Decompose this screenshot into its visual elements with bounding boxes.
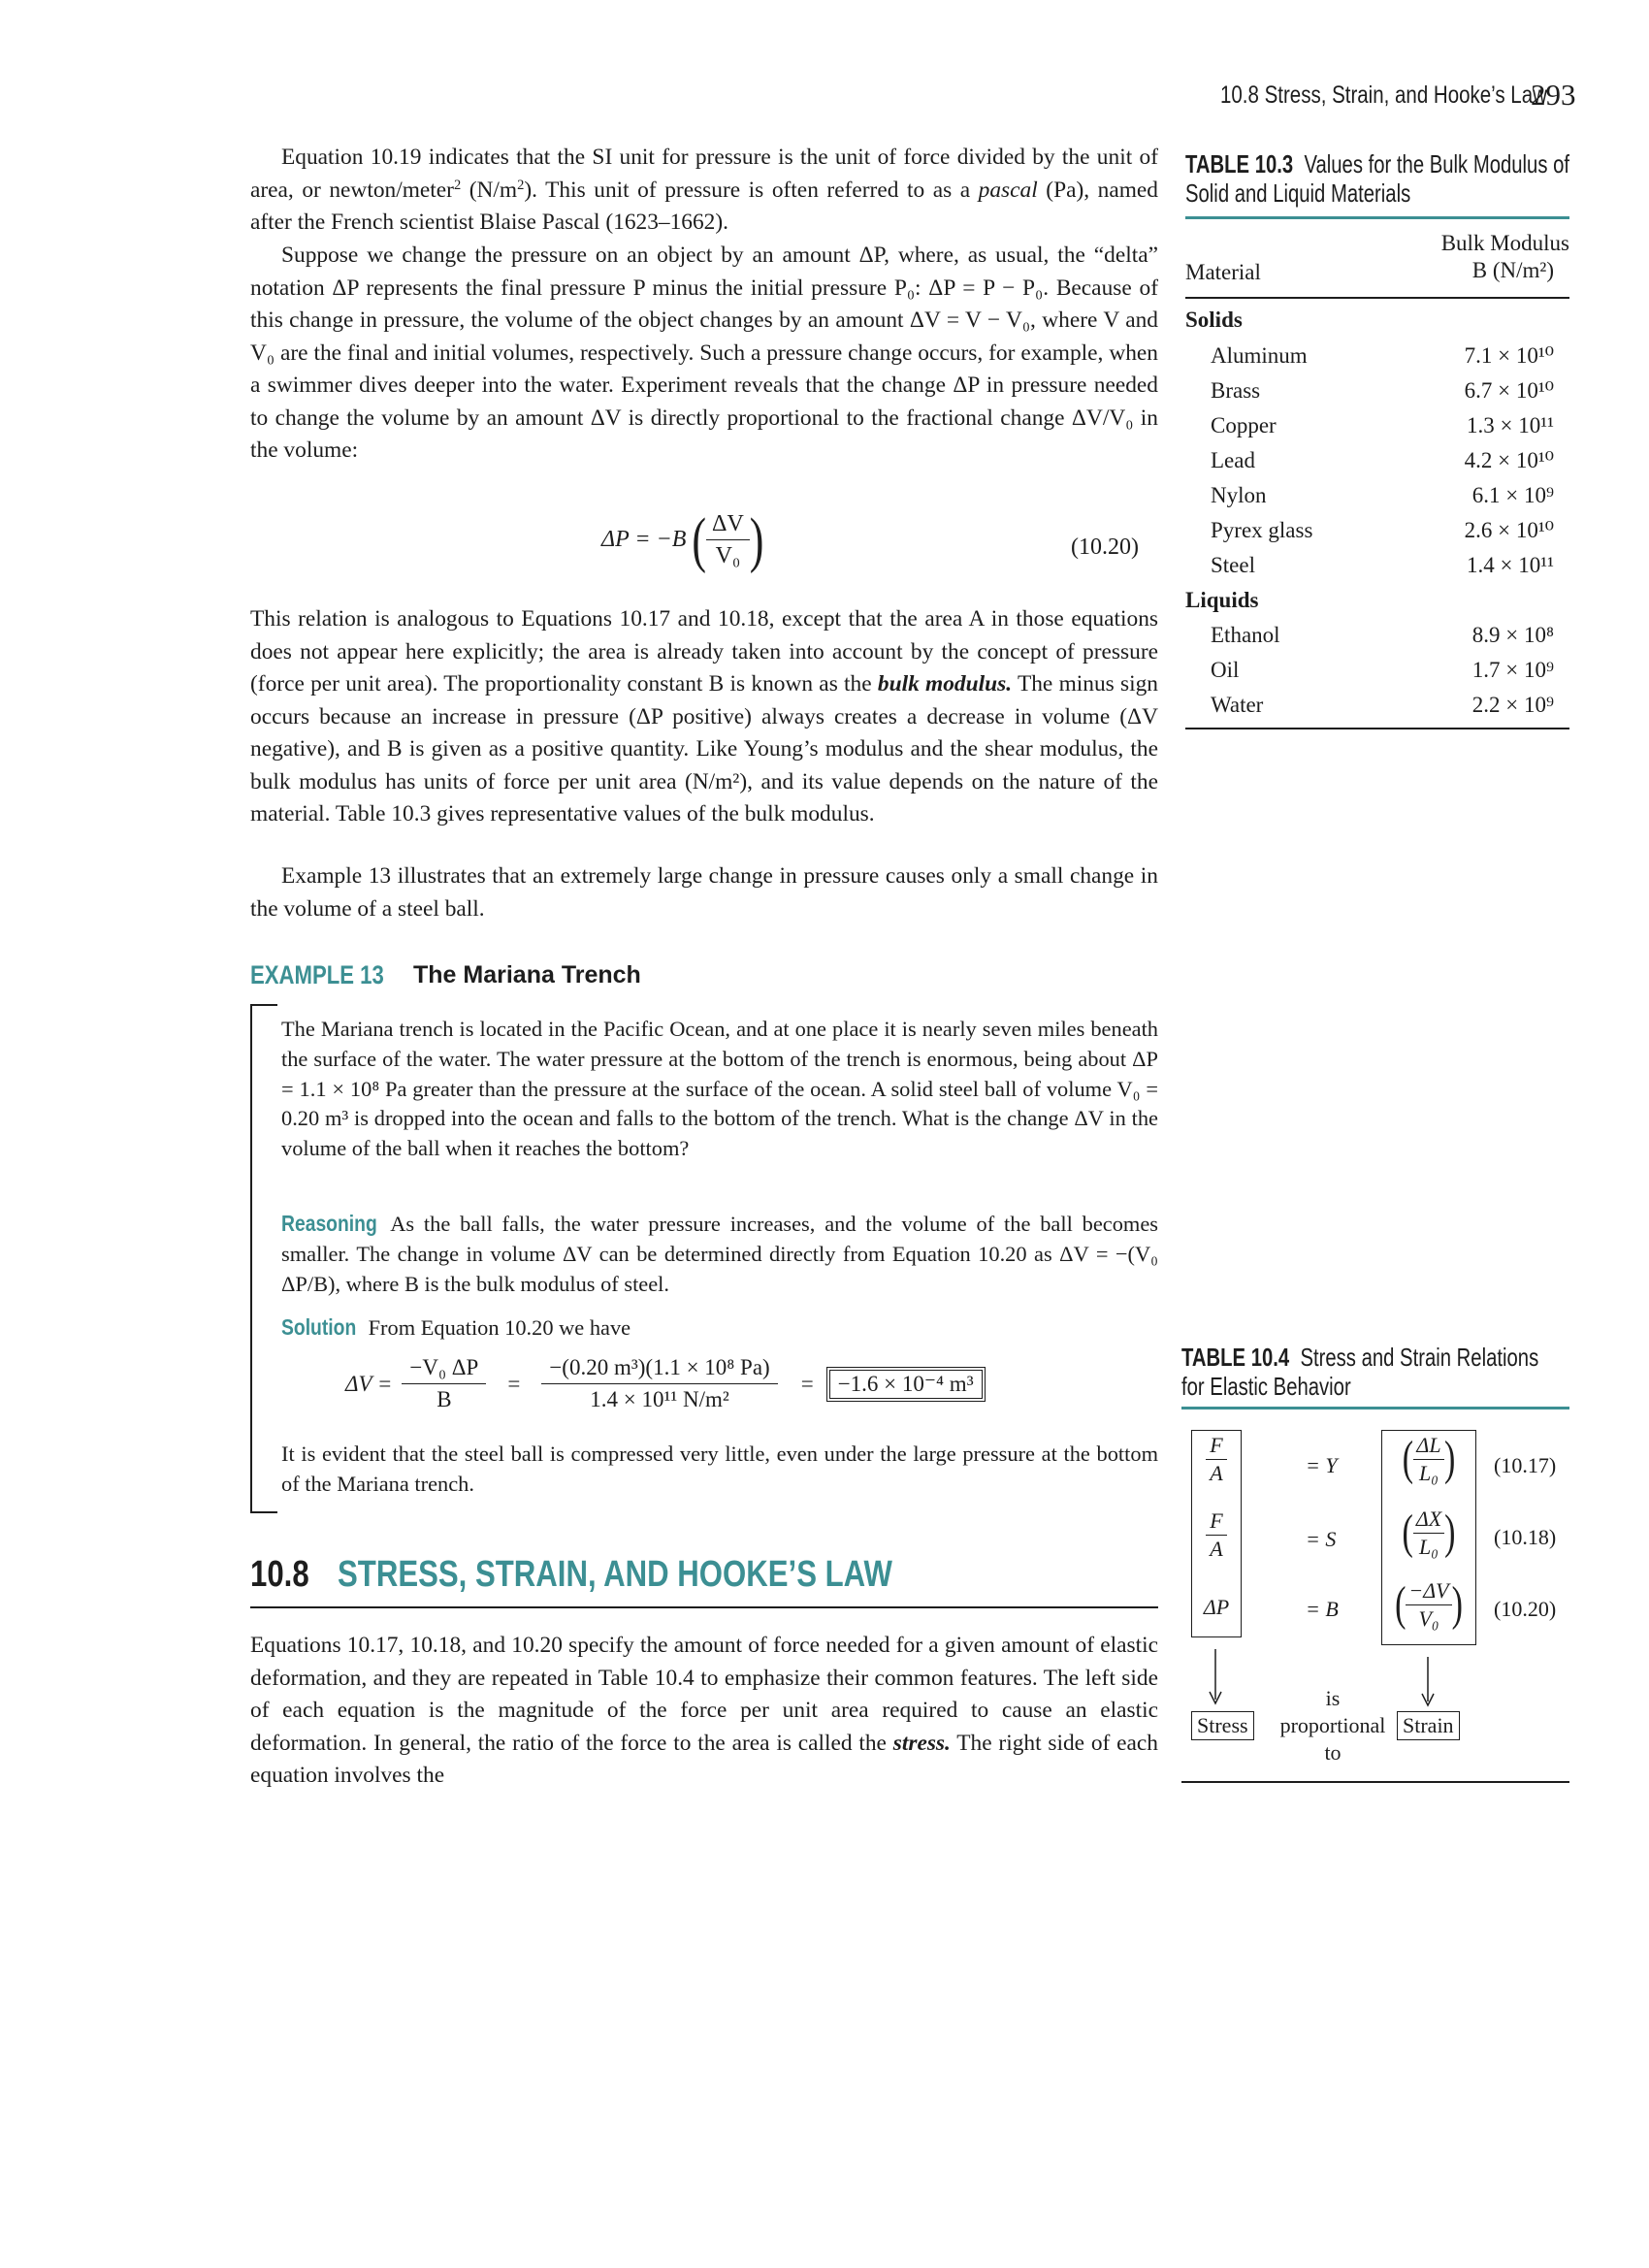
right-paren: ) <box>749 504 764 574</box>
table-10-4-title-line2: for Elastic Behavior <box>1181 1372 1351 1401</box>
strain-den: V₀ <box>1418 1606 1439 1631</box>
table-row-value: 2.6 × 10¹⁰ <box>1464 518 1554 542</box>
col-material-header: Material <box>1185 260 1261 284</box>
solution-fraction-1 <box>402 1354 486 1413</box>
example-bracket-vertical <box>250 1004 252 1513</box>
table-row-material: Ethanol <box>1211 623 1280 647</box>
table-10-3-title-line2: Solid and Liquid Materials <box>1185 178 1411 208</box>
example-conclusion: It is evident that the steel ball is compressed very little, even under the large pressure at the bottom of the Mariana trench. <box>281 1442 1158 1496</box>
strain-fraction-2: ( $\frac{\Delta X}{\text{L₀}}$ ) <box>1402 1506 1456 1559</box>
fraction-2-denominator: 1.4 × 10¹¹ N/m² <box>590 1387 729 1411</box>
eq-numerator: ΔV <box>706 510 750 540</box>
table-row-value: 1.3 × 10¹¹ <box>1466 413 1554 437</box>
running-title: 10.8 Stress, Strain, and Hooke’s Law <box>1220 81 1547 109</box>
eq-denominator: V₀ <box>715 543 741 568</box>
col-modulus-unit: B (N/m²) <box>1471 258 1554 282</box>
stress-label: Stress <box>1191 1711 1254 1740</box>
stress-term: stress. <box>892 1730 951 1756</box>
paragraph-3 <box>250 603 1158 831</box>
paragraph-4: Example 13 illustrates that an extremely large change in pressure causes only a small change in the volume of a steel ball. <box>250 863 1158 922</box>
table-row-value: 2.2 × 10⁹ <box>1471 693 1554 717</box>
example-solution <box>281 1312 1158 1344</box>
solution-equals-1: = <box>507 1371 521 1396</box>
para5-text-b: The right side of each equation involves the <box>250 1730 1158 1788</box>
col-modulus-header-line1: Bulk Modulus <box>1440 231 1569 255</box>
table-10-4-top-rule <box>1181 1407 1569 1409</box>
section-number: 10.8 <box>250 1554 309 1595</box>
strain-label: Strain <box>1397 1711 1460 1740</box>
equation-10-20 <box>601 504 764 574</box>
solution-label: Solution <box>281 1314 357 1340</box>
table-10-3-bottom-rule <box>1185 728 1569 729</box>
table-row-value: 6.1 × 10⁹ <box>1471 483 1554 507</box>
relation-s: = S <box>1306 1527 1337 1551</box>
bulk-modulus-term: bulk modulus. <box>877 671 1013 697</box>
table-10-3-title <box>1185 149 1609 208</box>
table-10-3-top-rule <box>1185 216 1569 219</box>
strain-fraction-1: ( $\frac{\Delta L}{\text{L₀}}$ ) <box>1402 1432 1456 1485</box>
para1-text: Equation 10.19 indicates that the SI unit for pressure is the unit of force divided by the unit of area, or newton/meter <box>250 145 1158 203</box>
table-10-3-header-rule <box>1185 297 1569 299</box>
table-10-3-title-line1: Values for the Bulk Modulus of <box>1304 149 1570 178</box>
solution-result-box: −1.6 × 10⁻⁴ m³ <box>829 1370 983 1399</box>
paragraph-1: Equation 10.19 indicates that the SI unit for pressure is the unit of force divided by the unit of area, or newton/meter$^2$ $(N/m^2)$. This unit of pressure is often referred to as a pascal (Pa), named after the French scientist Blaise Pascal (1623–1662). <box>250 145 1158 235</box>
eq-number-10-17: (10.17) <box>1494 1453 1557 1477</box>
table-row-material: Aluminum <box>1211 343 1308 368</box>
table-row-value: 6.7 × 10¹⁰ <box>1464 378 1554 403</box>
relation-b: = B <box>1306 1597 1339 1621</box>
fraction-1-denominator: B <box>436 1387 452 1411</box>
group-solids: Solids <box>1185 308 1243 332</box>
example-label: EXAMPLE 13 <box>250 960 384 989</box>
para1-text-b: (N/m <box>461 177 518 203</box>
para5-text: Equations 10.17, 10.18, and 10.20 specify the amount of force needed for a given amount of elastic deformation, and they are repeated in Table 10.4 to emphasize their common features. The left side of each equation is the magnitude of the force per unit area required to cause an elastic deformation. In general, the ratio of the force to the area is called the <box>250 1633 1158 1756</box>
fraction-1-numerator: −V₀ ΔP <box>402 1354 486 1384</box>
table-row-value: 1.4 × 10¹¹ <box>1466 553 1554 577</box>
table-row-value: 8.9 × 10⁸ <box>1471 623 1554 647</box>
table-row-material: Nylon <box>1211 483 1267 507</box>
down-arrow-icon <box>1418 1657 1438 1709</box>
proportional-line3: to <box>1324 1740 1342 1765</box>
para3-text-b: The minus sign occurs because an increase in pressure (ΔP positive) always creates a decrease in volume (ΔV negative), and B is given as a positive quantity. Like Young’s modulus and the shear modulus, the bulk modulus has units of force per unit area (N/m²), and its value depends on the nature of the material. Table 10.3 gives representative values of the bulk modulus. <box>250 671 1159 826</box>
stress-f: F <box>1206 1434 1226 1460</box>
proportional-line2: proportional <box>1279 1713 1386 1737</box>
stress-delta-p: ΔP <box>1203 1595 1230 1619</box>
strain-num: ΔL <box>1413 1434 1443 1460</box>
eq-number-10-20: (10.20) <box>1494 1597 1557 1621</box>
group-liquids: Liquids <box>1185 588 1259 612</box>
reasoning-text: As the ball falls, the water pressure increases, and the volume of the ball becomes smaller. The change in volume ΔV can be determined directly from Equation 10.20 as ΔV = −(V₀ ΔP/B), where B is the bulk modulus of steel. <box>281 1212 1158 1296</box>
example-bracket-bottom <box>250 1511 277 1513</box>
table-row-material: Steel <box>1211 553 1255 577</box>
paragraph-2: Suppose we change the pressure on an object by an amount ΔP, where, as usual, the “delta” notation ΔP represents the final pressure P minus the initial pressure P₀: ΔP = P − P₀. Because of this change in pressure, the volume of the object changes by an amount ΔV = V − V₀, where V and V₀ are the final and initial volumes, respectively. Such a pressure change occurs, for example, when a swimmer dives deeper into the water. Experiment reveals that the change ΔP in pressure needed to change the volume by an amount ΔV is directly proportional to the fractional change ΔV/V₀ in the volume: <box>250 243 1158 463</box>
table-row-material: Water <box>1211 693 1264 717</box>
eq-lhs: ΔP = −B <box>601 527 687 552</box>
left-paren: ( <box>692 504 707 574</box>
table-row-value: 4.2 × 10¹⁰ <box>1464 448 1554 472</box>
strain-den: L₀ <box>1419 1461 1439 1485</box>
table-row-material: Copper <box>1211 413 1277 437</box>
table-row-value: 7.1 × 10¹⁰ <box>1464 343 1554 368</box>
example-title: The Mariana Trench <box>413 961 641 988</box>
solution-eq-lhs: ΔV = <box>345 1371 393 1396</box>
table-row-material: Pyrex glass <box>1211 518 1313 542</box>
stress-fraction-1 <box>1194 1434 1239 1485</box>
solution-text: From Equation 10.20 we have <box>368 1315 631 1340</box>
page-number: 293 <box>1531 78 1576 112</box>
eq-number-10-18: (10.18) <box>1494 1525 1557 1549</box>
example-problem: The Mariana trench is located in the Pacific Ocean, and at one place it is nearly seven miles beneath the surface of the water. The water pressure at the bottom of the trench is enormous, being about ΔP = 1.1 × 10⁸ Pa greater than the pressure at the surface of the ocean. A solid steel ball of volume V₀ = 0.20 m³ is dropped into the ocean and falls to the bottom of the trench. What is the change ΔV in the volume of the ball when it reaches the bottom? <box>281 1017 1158 1161</box>
table-10-3-label: TABLE 10.3 <box>1185 149 1294 178</box>
relation-y: = Y <box>1306 1453 1338 1477</box>
reasoning-label: Reasoning <box>281 1211 377 1236</box>
table-10-4-bottom-rule <box>1181 1781 1569 1783</box>
para3-text: This relation is analogous to Equations 10.17 and 10.18, except that the area A in those equations does not appear here explicitly; the area is already taken into account by the concept of pressure (force per unit area). The proportionality constant B is known as the <box>250 606 1158 697</box>
table-10-4-title <box>1181 1343 1605 1401</box>
section-rule <box>250 1606 1158 1608</box>
solution-equals-2: = <box>800 1371 814 1396</box>
equation-number-10-20: (10.20) <box>1071 535 1139 560</box>
stress-a: A <box>1210 1537 1223 1561</box>
stress-a: A <box>1210 1461 1223 1485</box>
proportional-line1: is <box>1325 1686 1341 1710</box>
strain-den: L₀ <box>1419 1535 1439 1559</box>
stress-fraction-2 <box>1194 1509 1239 1561</box>
strain-num: −ΔV <box>1406 1579 1451 1605</box>
table-10-4-title-line1: Stress and Strain Relations <box>1300 1343 1539 1372</box>
para1-text-d: (Pa), named after the French scientist Blaise Pascal (1623–1662). <box>250 177 1158 235</box>
table-row-material: Lead <box>1211 448 1255 472</box>
fraction-2-numerator: −(0.20 m³)(1.1 × 10⁸ Pa) <box>541 1354 777 1384</box>
section-title: STRESS, STRAIN, AND HOOKE’S LAW <box>338 1554 892 1595</box>
strain-num: ΔX <box>1413 1507 1444 1534</box>
eq-fraction <box>706 510 750 569</box>
table-10-4-label: TABLE 10.4 <box>1181 1343 1290 1372</box>
paragraph-5 <box>250 1630 1158 1793</box>
solution-equation <box>345 1354 983 1413</box>
example-reasoning <box>281 1209 1158 1299</box>
strain-fraction-3: ( $\frac{-\Delta V}{\text{V₀}}$ ) <box>1395 1577 1463 1631</box>
example-bracket-top <box>250 1004 277 1006</box>
solution-fraction-2 <box>541 1354 777 1413</box>
col-modulus-header-line2 <box>1416 258 1554 283</box>
table-row-material: Brass <box>1211 378 1261 403</box>
table-row-value: 1.7 × 10⁹ <box>1471 658 1554 682</box>
down-arrow-icon <box>1206 1649 1225 1707</box>
pascal-term: pascal <box>978 177 1038 203</box>
para1-text-c: ). This unit of pressure is often referred to as a <box>524 177 979 203</box>
table-row-material: Oil <box>1211 658 1240 682</box>
stress-f: F <box>1206 1509 1226 1536</box>
